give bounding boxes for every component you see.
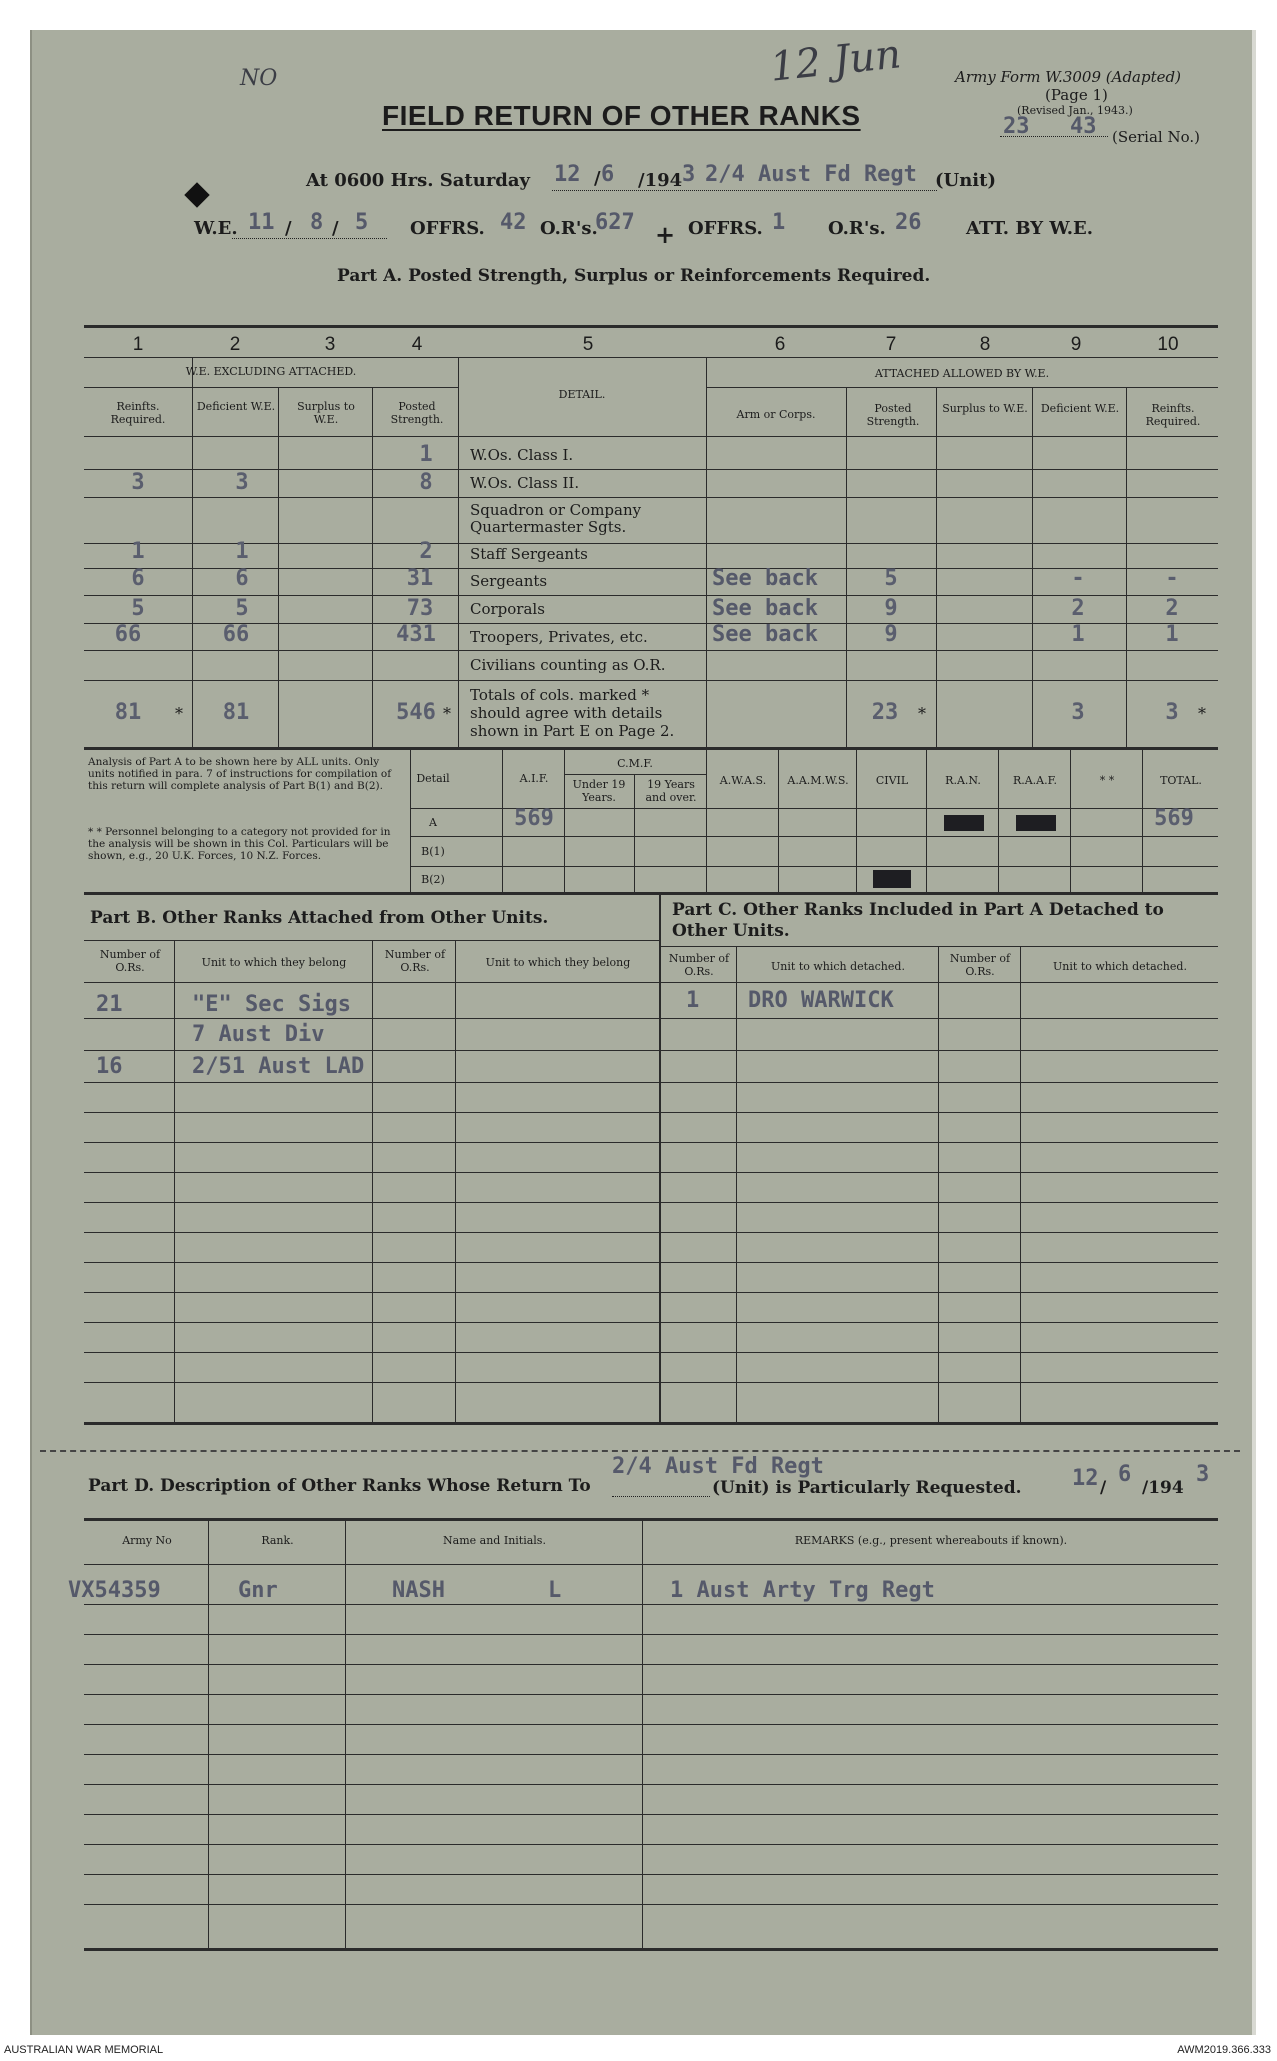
part-d-header-army-no: Army No bbox=[122, 1534, 172, 1547]
col-number-7: 7 bbox=[885, 334, 897, 355]
part-d-entry-army-no: VX54359 bbox=[68, 1578, 161, 1603]
analysis-detail-label: Detail bbox=[416, 772, 450, 785]
group-header-left: W.E. EXCLUDING ATTACHED. bbox=[185, 365, 357, 378]
analysis-aif-a: 569 bbox=[514, 806, 554, 831]
total-deficient: 81 bbox=[222, 700, 250, 725]
part-b-entry-3-unit: 2/51 Aust LAD bbox=[192, 1054, 365, 1079]
part-d-header-rank: Rank. bbox=[261, 1534, 294, 1547]
row7-att-reinfts: 1 bbox=[1165, 622, 1179, 647]
we-value-3: 5 bbox=[355, 210, 369, 235]
analysis-col-raaf: R.A.A.F. bbox=[1012, 774, 1058, 787]
group-header-right: ATTACHED ALLOWED BY W.E. bbox=[874, 367, 1050, 380]
col-number-5: 5 bbox=[582, 334, 594, 355]
ors-label: O.R's. bbox=[540, 218, 598, 239]
row6-deficient: 5 bbox=[235, 596, 249, 621]
serial-year: 43 bbox=[1070, 114, 1097, 139]
part-b-header-unit-2: Unit to which they belong bbox=[485, 956, 631, 969]
row5-att-posted: 5 bbox=[884, 566, 898, 591]
header-att-reinfts: Reinfts. Required. bbox=[1145, 402, 1201, 428]
row1-posted: 1 bbox=[419, 442, 433, 467]
analysis-col-aamws: A.A.M.W.S. bbox=[787, 774, 849, 787]
page-title: FIELD RETURN OF OTHER RANKS bbox=[382, 100, 861, 131]
offrs-value: 42 bbox=[500, 210, 527, 235]
handwritten-date: 12 Jun bbox=[767, 31, 904, 91]
row6-reinfts: 5 bbox=[131, 596, 145, 621]
analysis-col-19over: 19 Years and over. bbox=[645, 778, 697, 804]
at-hours-label: At 0600 Hrs. Saturday bbox=[306, 170, 531, 191]
row2-deficient: 3 bbox=[235, 470, 249, 495]
part-d-unit-label: (Unit) is Particularly Requested. bbox=[712, 1478, 1022, 1498]
ors2-value: 26 bbox=[895, 210, 922, 235]
analysis-row-b1: B(1) bbox=[421, 845, 445, 858]
analysis-col-aif: A.I.F. bbox=[519, 772, 549, 785]
row4-posted: 2 bbox=[419, 539, 433, 564]
year-prefix: /194 bbox=[638, 170, 683, 191]
total-reinfts: 81 bbox=[114, 700, 142, 725]
part-c-entry-1-number: 1 bbox=[686, 988, 700, 1013]
detail-staff-sergeants: Staff Sergeants bbox=[470, 545, 588, 563]
footer-accession: AWM2019.366.333 bbox=[1177, 2044, 1271, 2056]
col-number-8: 8 bbox=[979, 334, 991, 355]
analysis-total-a: 569 bbox=[1154, 806, 1194, 831]
header-posted-strength: Posted Strength. bbox=[390, 400, 444, 426]
col-number-6: 6 bbox=[774, 334, 786, 355]
part-b-header-unit: Unit to which they belong bbox=[201, 956, 347, 969]
redaction-raaf bbox=[1016, 815, 1056, 831]
handwritten-note: NO bbox=[240, 66, 278, 91]
row4-reinfts: 1 bbox=[131, 539, 145, 564]
analysis-note: Analysis of Part A to be shown here by ALL units. Only units notified in para. 7 of instructions for compilation of this return will complete analysis of Part B(1) and B(2). bbox=[88, 756, 392, 792]
part-d-entry-rank: Gnr bbox=[238, 1578, 278, 1603]
total-att-reinfts: 3 bbox=[1165, 700, 1179, 725]
row6-att-deficient: 2 bbox=[1071, 596, 1085, 621]
detail-civilians: Civilians counting as O.R. bbox=[470, 656, 666, 674]
detail-wo-class-2: W.Os. Class II. bbox=[470, 474, 580, 492]
detail-corporals: Corporals bbox=[470, 600, 545, 618]
row6-posted: 73 bbox=[406, 596, 434, 621]
part-d-month: 6 bbox=[1118, 1462, 1132, 1487]
we-value-2: 8 bbox=[310, 210, 324, 235]
row5-deficient: 6 bbox=[235, 566, 249, 591]
redaction-civil bbox=[873, 870, 911, 888]
row5-arm-corps: See back bbox=[712, 566, 818, 591]
part-c-entry-1-unit: DRO WARWICK bbox=[748, 988, 894, 1013]
analysis-col-civil: CIVIL bbox=[875, 774, 909, 787]
part-b-header-number: Number of O.Rs. bbox=[99, 948, 161, 974]
offrs2-label: OFFRS. bbox=[688, 218, 763, 239]
row2-reinfts: 3 bbox=[131, 470, 145, 495]
part-c-header-unit: Unit to which detached. bbox=[771, 960, 905, 973]
paper-edge bbox=[1252, 30, 1256, 2035]
part-b-title: Part B. Other Ranks Attached from Other Units. bbox=[90, 908, 549, 928]
total-att-deficient: 3 bbox=[1071, 700, 1085, 725]
analysis-col-other: * * bbox=[1099, 774, 1115, 787]
return-day: 12 bbox=[554, 162, 581, 187]
row5-att-deficient: - bbox=[1071, 566, 1085, 591]
row7-deficient: 66 bbox=[222, 622, 250, 647]
part-d-entry-initials: L bbox=[548, 1578, 562, 1603]
detail-sergeants: Sergeants bbox=[470, 572, 548, 590]
part-a-title: Part A. Posted Strength, Surplus or Reinforcements Required. bbox=[337, 266, 931, 286]
row6-arm-corps: See back bbox=[712, 596, 818, 621]
part-d-header-name: Name and Initials. bbox=[443, 1534, 546, 1547]
header-arm-corps: Arm or Corps. bbox=[736, 408, 816, 421]
part-c-title: Part C. Other Ranks Included in Part A Detached to Other Units. bbox=[672, 900, 1164, 941]
revised-date: (Revised Jan., 1943.) bbox=[1017, 104, 1133, 117]
year-digit: 3 bbox=[682, 162, 696, 187]
header-detail: DETAIL. bbox=[558, 388, 606, 401]
form-number: Army Form W.3009 (Adapted) bbox=[955, 68, 1181, 86]
row2-posted: 8 bbox=[419, 470, 433, 495]
part-b-entry-1-number: 21 bbox=[96, 992, 123, 1017]
analysis-note-2: * * Personnel belonging to a category not provided for in the analysis will be shown in this Col. Particulars will be shown, e.g., 20 U.K. Forces, 10 N.Z. Forces. bbox=[88, 826, 391, 862]
footer-credit: AUSTRALIAN WAR MEMORIAL bbox=[4, 2044, 164, 2056]
detail-wo-class-1: W.Os. Class I. bbox=[470, 446, 574, 464]
row7-reinfts: 66 bbox=[114, 622, 142, 647]
analysis-col-under19: Under 19 Years. bbox=[572, 778, 626, 804]
detail-cqms: Squadron or Company Quartermaster Sgts. bbox=[470, 501, 642, 536]
return-month: 6 bbox=[601, 162, 615, 187]
we-value-1: 11 bbox=[248, 210, 275, 235]
offrs2-value: 1 bbox=[772, 210, 786, 235]
part-c-header-number: Number of O.Rs. bbox=[668, 952, 730, 978]
part-d-day: 12 bbox=[1072, 1466, 1099, 1491]
analysis-col-ran: R.A.N. bbox=[945, 774, 981, 787]
redaction-ran bbox=[944, 815, 984, 831]
serial-line bbox=[1000, 136, 1108, 137]
header-att-deficient: Deficient W.E. bbox=[1040, 402, 1120, 415]
row5-att-reinfts: - bbox=[1165, 566, 1179, 591]
part-b-entry-3-number: 16 bbox=[96, 1054, 123, 1079]
col-number-9: 9 bbox=[1070, 334, 1082, 355]
part-c-header-number-2: Number of O.Rs. bbox=[949, 952, 1011, 978]
serial-no: 23 bbox=[1003, 114, 1030, 139]
row7-att-posted: 9 bbox=[884, 622, 898, 647]
unit-name: 2/4 Aust Fd Regt bbox=[705, 162, 917, 187]
row7-arm-corps: See back bbox=[712, 622, 818, 647]
detail-totals: Totals of cols. marked * should agree with details shown in Part E on Page 2. bbox=[470, 686, 675, 740]
part-d-year-prefix: /194 bbox=[1142, 1478, 1184, 1498]
part-d-entry-remarks: 1 Aust Arty Trg Regt bbox=[670, 1578, 935, 1603]
offrs-label: OFFRS. bbox=[410, 218, 485, 239]
header-surplus-we: Surplus to W.E. bbox=[297, 400, 355, 426]
row4-deficient: 1 bbox=[235, 539, 249, 564]
row5-posted: 31 bbox=[406, 566, 434, 591]
att-label: ATT. BY W.E. bbox=[966, 218, 1094, 239]
header-att-surplus: Surplus to W.E. bbox=[942, 402, 1028, 415]
part-d-year-digit: 3 bbox=[1196, 1462, 1210, 1487]
row6-att-posted: 9 bbox=[884, 596, 898, 621]
ors2-label: O.R's. bbox=[828, 218, 886, 239]
col-number-3: 3 bbox=[324, 334, 336, 355]
col-number-4: 4 bbox=[411, 334, 423, 355]
we-label: W.E. bbox=[194, 218, 238, 239]
col-number-2: 2 bbox=[229, 334, 241, 355]
part-d-unit: 2/4 Aust Fd Regt bbox=[612, 1454, 824, 1479]
row7-posted: 431 bbox=[396, 622, 436, 647]
total-att-posted: 23 bbox=[871, 700, 899, 725]
analysis-col-total: TOTAL. bbox=[1160, 774, 1202, 787]
part-c-header-unit-2: Unit to which detached. bbox=[1053, 960, 1187, 973]
analysis-row-b2: B(2) bbox=[421, 873, 445, 886]
ors-value: 627 bbox=[595, 210, 635, 235]
part-b-entry-2-unit: 7 Aust Div bbox=[192, 1022, 325, 1047]
header-att-posted-strength: Posted Strength. bbox=[866, 402, 920, 428]
detail-troopers: Troopers, Privates, etc. bbox=[470, 628, 648, 646]
col-number-1: 1 bbox=[132, 334, 144, 355]
analysis-col-awas: A.W.A.S. bbox=[719, 774, 767, 787]
col-number-10: 10 bbox=[1157, 334, 1179, 355]
part-d-header-remarks: REMARKS (e.g., present whereabouts if known). bbox=[794, 1534, 1068, 1547]
page-number: (Page 1) bbox=[1045, 86, 1108, 104]
header-reinfts-required: Reinfts. Required. bbox=[110, 400, 166, 426]
analysis-row-a: A bbox=[429, 816, 437, 829]
part-d-entry-name: NASH bbox=[392, 1578, 445, 1603]
row6-att-reinfts: 2 bbox=[1165, 596, 1179, 621]
plus-sign: + bbox=[655, 220, 676, 249]
header-deficient-we: Deficient W.E. bbox=[196, 400, 276, 413]
part-d-title: Part D. Description of Other Ranks Whose Return To bbox=[88, 1476, 591, 1496]
part-b-header-number-2: Number of O.Rs. bbox=[384, 948, 446, 974]
unit-label: (Unit) bbox=[935, 170, 996, 191]
analysis-cmf: C.M.F. bbox=[617, 757, 653, 770]
part-b-entry-1-unit: "E" Sec Sigs bbox=[192, 992, 351, 1017]
row7-att-deficient: 1 bbox=[1071, 622, 1085, 647]
total-posted: 546 bbox=[396, 700, 436, 725]
tear-line bbox=[40, 1450, 1240, 1452]
row5-reinfts: 6 bbox=[131, 566, 145, 591]
serial-label: (Serial No.) bbox=[1112, 128, 1200, 146]
